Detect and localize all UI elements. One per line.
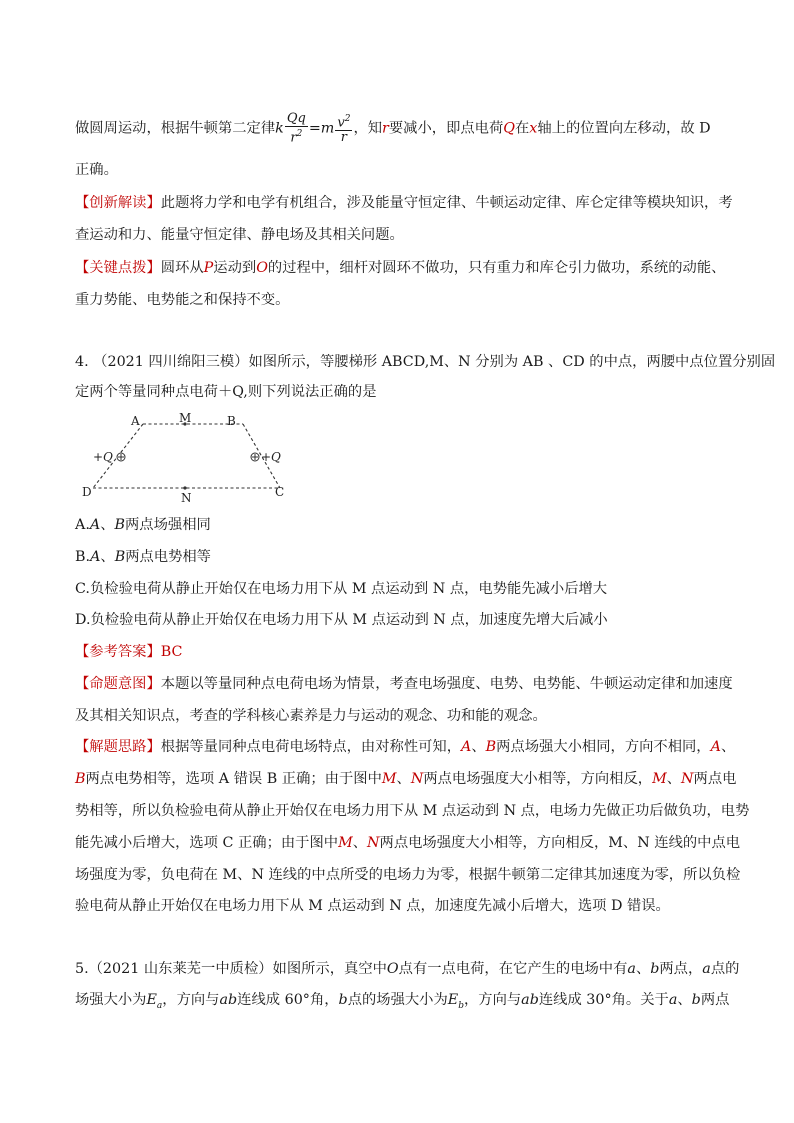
math-b: b [338,992,348,1008]
math-ab: ab [521,992,539,1008]
math-Q: Q [503,120,515,137]
label-left-charge: +Q [93,450,113,464]
question-4-line-1: 4. （2021 四川绵阳三模）如图所示，等腰梯形 ABCD,M、N 分别为 AB 、CD 的中点，两腰中点位置分别固 [75,354,776,370]
separator: 、 [666,771,682,787]
math-a: a [702,961,711,977]
math-M: M [381,771,397,787]
text-segment: 两点， [659,961,703,977]
equals-sign: = [308,120,321,137]
text-segment: 能先减小后增大，选项 C 正确；由于图中 [75,835,339,851]
text-segment: 点的场强大小为 [347,992,448,1008]
paragraph-line: 正确。 [75,162,118,178]
text-segment: 点的 [710,961,740,977]
math-E: E [447,992,459,1008]
math-A: A [89,517,101,533]
math-E: E [146,992,157,1008]
text-segment: 两点电场强度大小相等，方向相反，M、N 连线的中点电 [379,835,741,851]
label-M: M [179,412,192,425]
option-text: 两点电势相等 [125,549,211,565]
math-k: k [275,120,284,137]
text-segment: 两点场强大小相同，方向不相同， [496,739,711,755]
separator: 、 [396,771,411,787]
solution-line-6: 验电荷从静止开始仅在电场力用下从 M 点运动到 N 点，加速度先减小后增大，选项 D 错误。 [75,898,670,914]
label-A: A [131,414,140,428]
text-segment: 连线成 60°角， [237,992,339,1008]
text-segment: 的过程中，细杆对圆环不做功，只有重力和库仑引力做功，系统的动能、 [267,260,726,276]
math-A: A [461,739,472,755]
separator: 、 [720,739,736,755]
text-segment: 要减小，即点电荷 [388,120,504,137]
label-B: B [227,414,236,428]
solution-line-2 [75,769,736,789]
text-segment: 两点电势相等，选项 A 错误 B 正确；由于图中 [85,771,382,787]
separator: 、 [635,961,651,977]
option-prefix: A. [75,517,90,533]
label-N: N [181,491,192,504]
text-segment: 圆环从 [160,260,204,276]
math-x: x [529,120,538,137]
option-b [75,547,211,567]
point-N [183,486,186,489]
text-segment: 做圆周运动，根据牛顿第二定律 [75,120,276,137]
math-N: N [367,835,380,851]
math-b: b [650,961,660,977]
text-segment: 在 [515,120,530,137]
option-prefix: B. [75,549,91,565]
label-C: C [275,485,285,499]
option-c: C.负检验电荷从静止开始仅在电场力用下从 M 点运动到 N 点，电势能先减小后增大 [75,581,608,597]
text-segment: 运动到 [213,260,257,276]
option-d: D.负检验电荷从静止开始仅在电场力用下从 M 点运动到 N 点，加速度先增大后减小 [75,612,608,628]
charge-right [251,453,259,461]
text-segment: ，方向与 [162,992,220,1008]
math-N: N [681,771,694,787]
question-5-line-2 [75,990,729,1016]
solution-line-3: 势相等，所以负检验电荷从静止开始仅在电场力用下从 M 点运动到 N 点，电场力先做正功后做负功，电势 [75,803,750,819]
math-v: v [337,115,345,131]
fraction-numerator: Qq [286,111,306,126]
key-point-line-2: 重力势能、电势能之和保持不变。 [75,292,290,308]
separator: 、 [100,549,115,565]
innovation-line-1 [75,193,733,213]
math-O: O [386,961,399,977]
separator: 、 [677,992,692,1008]
math-B: B [114,517,126,533]
intent-line-2: 及其相关知识点，考查的学科核心素养是力与运动的观念、功和能的观念。 [75,708,547,724]
section-tag: 【命题意图】 [75,676,161,692]
math-a: a [668,992,678,1008]
fraction-v2-r [335,112,352,145]
math-O: O [256,260,268,276]
math-r: r [290,130,297,146]
math-M: M [652,771,667,787]
fraction-numerator [335,112,352,131]
text-segment: 点有一点电荷，在它产生的电场中有 [398,961,628,977]
answer-line [75,642,183,662]
trapezoid-figure [75,412,300,504]
text-segment: 两点电场强度大小相等，方向相反， [423,771,653,787]
text-segment: 场强大小为 [75,992,147,1008]
math-a: a [627,961,636,977]
math-A: A [710,739,721,755]
fraction-denominator: r [340,130,348,146]
solution-line-4 [75,833,740,853]
separator: 、 [100,517,115,533]
text-segment: 此题将力学和电学有机组合，涉及能量守恒定律、牛顿运动定律、库仑定律等模块知识，考 [160,195,733,211]
key-point-line-1 [75,258,725,278]
separator: 、 [352,835,368,851]
section-tag: 【解题思路】 [75,739,161,755]
math-A: A [90,549,101,565]
innovation-line-2: 查运动和力、能量守恒定律、静电场及其相关问题。 [75,227,404,243]
section-tag: 【创新解读】 [75,195,161,211]
fraction-denominator [285,127,308,145]
option-text: 两点场强相同 [125,517,211,533]
text-segment: 连线成 30°角。关于 [538,992,669,1008]
text-segment: 两点 [700,992,730,1008]
text-segment: ，知 [353,120,383,137]
math-ab: ab [219,992,238,1008]
exponent: 2 [344,114,351,124]
math-B: B [114,549,126,565]
math-B: B [75,771,86,787]
formula-line [75,112,711,145]
intent-line-1 [75,674,733,694]
charge-left [117,453,125,461]
label-right-charge: +Q [261,450,281,464]
section-tag: 【关键点拨】 [75,260,161,276]
math-B: B [485,739,497,755]
subscript-a: a [156,1000,163,1011]
solution-line-5: 场强度为零，负电荷在 M、N 连线的中点所受的电场力为零，根据牛顿第二定律其加速度为零，所以负检 [75,867,741,883]
math-N: N [410,771,424,787]
text-segment: 根据等量同种点电荷电场特点，由对称性可知， [160,739,462,755]
separator: 、 [471,739,486,755]
question-5-line-1 [75,959,739,979]
math-b: b [691,992,701,1008]
text-segment: ，方向与 [463,992,522,1008]
math-P: P [203,260,214,276]
exponent: 2 [296,129,303,139]
label-D: D [82,485,92,499]
fraction-qq-r2 [285,112,308,145]
math-M: M [338,835,353,851]
subscript-b: b [458,1000,464,1011]
math-m: m [320,120,335,137]
text-segment: 5.（2021 山东莱芜一中质检）如图所示，真空中 [75,961,387,977]
solution-line-1 [75,737,735,757]
text-segment: 轴上的位置向左移动，故 D [537,120,711,137]
math-r-inline: r [382,120,389,137]
section-tag: 【参考答案】 [75,644,161,660]
text-segment: 两点电 [693,771,737,787]
option-a [75,515,211,535]
answer-value: BC [160,644,183,660]
question-4-line-2: 定两个等量同种点电荷＋Q,则下列说法正确的是 [75,384,377,400]
text-segment: 本题以等量同种点电荷电场为情景，考查电场强度、电势、电势能、牛顿运动定律和加速度 [160,676,733,692]
